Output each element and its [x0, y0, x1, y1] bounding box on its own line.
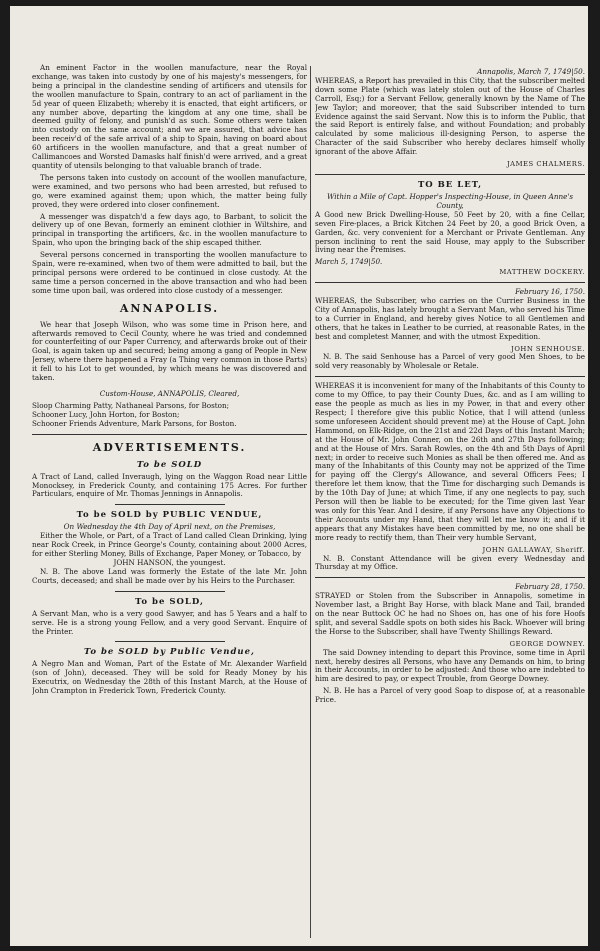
section-rule	[315, 376, 585, 377]
ad-text: A Negro Man and Woman, Part of the Estate of Mr. Alexander Warfield (son of John), deceased. They will be sold for Ready Money by his Executrix, on Wednesday the 28th of this Instant March, at the House of John Crampton in Frederick Town, Frederick County.	[32, 659, 307, 696]
section-rule	[315, 282, 585, 283]
ad-signature: MATTHEW DOCKERY.	[499, 268, 585, 277]
advertisements-heading: ADVERTISEMENTS.	[92, 440, 247, 454]
ad-text: WHEREAS, a Report has prevailed in this City, that the subscriber melted down some Plate (which was lately stolen out of the House of Charles Carroll, Esq;) for a Servant Fellow, generally known by the Name of The Jew Taylor; and moreover, that the said Subscriber intended to turn Evidence against the said Servant. Now this is to inform the Public, that the said Report is entirely false, and without Foundation; and probably calculated by some malicious ill-designing Person, to asperse the Character of the said Subscriber who hereby declares himself wholly ignorant of the above Affair.	[315, 75, 585, 157]
news-paragraph: Several persons concerned in transporting the woollen manufacture to Spain, were re-examined, when two of them were admitted to bail, but the principal persons were ordered to be continued in close custody. At the same time a person concerned in the above transaction and who had been some time upon bail, was ordered into close custody of a messenger.	[32, 250, 307, 295]
news-paragraph: An eminent Factor in the woollen manufacture, near the Royal exchange, was taken into custody by one of his majesty's messengers, for being a principal in the clandestine sending of artificers and utensils for the woollen manufacture to Spain, contrary to an act of parliament in the 5d year of queen Elizabeth; whereby it is enacted, that eight artificers, or any number above, departing the kingdom at any one time, shall be deemed guilty of felony, and punish'd as such. Some others were taken into custody on the same account; and we are assured, that advice has been receiv'd of the safe arrival of a ship to Spain, having on board about 60 artificers in the woollen manufacture, and that a great number of Callimancoes and Worsted Damasks half finish'd were arrived, and a great quantity of utensils belonging to that valuable branch of trade.	[32, 64, 307, 170]
ad-heading: To be SOLD	[136, 459, 203, 470]
annapolis-heading: ANNAPOLIS.	[119, 301, 220, 315]
ad-heading: To be SOLD by Public Vendue,	[84, 647, 255, 658]
newspaper-page	[10, 6, 588, 946]
ad-note: N. B. The above Land was formerly the Estate of the late Mr. John Courts, deceased; and shall be made over by his Heirs to the Purchaser.	[32, 566, 307, 585]
ad-note: N. B. He has a Parcel of very good Soap to dispose of, at a reasonable Price.	[315, 686, 585, 705]
ad-note: N. B. The said Senhouse has a Parcel of very good Men Shoes, to be sold very reasonably by Wholesale or Retale.	[315, 352, 585, 371]
column-divider	[310, 66, 311, 938]
right-column	[315, 68, 585, 940]
ad-signature: JAMES CHALMERS.	[506, 160, 585, 169]
ad-text: STRAYED or Stolen from the Subscriber in Annapolis, sometime in November last, a Bright Bay Horse, with black Mane and Tail, branded on the near Buttock OC he had no Shoes on, has one of his fore Hoofs split, and several Saddle spots on both sides his Back. Whoever will bring the Horse to the Subscriber, shall have Twenty Shillings Reward.	[315, 591, 585, 636]
ad-signature: JOHN SENHOUSE.	[511, 344, 585, 353]
ad-rule	[115, 504, 225, 505]
ad-subheading: Within a Mile of Capt. Hopper's Inspecting-House, in Queen Anne's County,	[326, 191, 574, 210]
customs-line: Sloop Charming Patty, Nathaneal Parsons, for Boston;	[32, 400, 230, 410]
ad-date: Annapolis, March 7, 1749|50.	[477, 68, 585, 76]
ad-signature: JOHN GALLAWAY, Sheriff.	[482, 545, 585, 554]
ad-signature: JOHN HANSON, the youngest.	[113, 557, 226, 567]
annapolis-text: We hear that Joseph Wilson, who was some time in Prison here, and afterwards removed to Cecil County, where he was tried and condemned for counterfeiting of our Paper Currency, and afterwards broke out of their Goal, is again taken up and secured; being among a gang of People in New Jersey, where there happened a Fray (a Thing very common in those Parts) it fell to his Lot to get wounded, by which means he was discovered and taken.	[32, 319, 307, 383]
section-rule	[315, 577, 585, 578]
news-paragraph: The persons taken into custody on account of the woollen manufacture, were examined, and two persons who had been arrested, but refused to go, were examined against them; upon which, the matter being fully proved, they were ordered into closer confinement.	[32, 172, 307, 209]
ad-date: March 5, 1749|50.	[315, 257, 383, 267]
customs-heading: Custom-House, ANNAPOLIS, Cleared,	[99, 389, 240, 398]
ad-heading: To be SOLD by PUBLIC VENDUE,	[76, 510, 263, 521]
ad-signature: GEORGE DOWNEY.	[509, 639, 585, 648]
customs-line: Schooner Lucy, John Horton, for Boston;	[32, 409, 180, 419]
ad-note: N. B. Constant Attendance will be given every Wednesday and Thursday at my Office.	[315, 553, 585, 572]
news-paragraph: A messenger was dispatch'd a few days ago, to Barbant, to solicit the delivery up of one Bevan, formerly an eminent clothier in Wiltshire, and principal in transporting the artificers, &c. in the woollen manufacture to Spain, who upon the bringing back of the ship escaped thither.	[32, 211, 307, 248]
section-rule	[315, 174, 585, 175]
ad-heading: To be SOLD,	[135, 596, 204, 607]
ad-subheading: On Wednesday the 4th Day of April next, on the Premises,	[63, 522, 276, 532]
ad-text: A Tract of Land, called Inveraugh, lying on the Waggon Road near Little Monocksey, in Frederick County, and containing 175 Acres. For further Particulars, enquire of Mr. Thomas Jennings in Annapolis.	[32, 471, 307, 499]
ad-rule	[115, 591, 225, 592]
section-rule	[32, 434, 307, 435]
ad-text: Either the Whole, or Part, of a Tract of Land called Clean Drinking, lying near Rock Creek, in Prince George's County, containing about 2000 Acres, for either Sterling Money, Bills of Exchange, Paper Money, or Tobacco, by	[32, 531, 307, 559]
ad-text: A Servant Man, who is a very good Sawyer, and has 5 Years and a half to serve. He is a strong young Fellow, and a very good Servant. Enquire of the Printer.	[32, 608, 307, 636]
ad-heading: TO BE LET,	[417, 179, 483, 190]
ad-text: The said Downey intending to depart this Province, some time in April next, hereby desires all Persons, who have any Demands on him, to bring in their Accounts, in order to be adjusted: And those who are indebted to him are desired to pay, or expect Trouble, from George Downey.	[315, 647, 585, 684]
ad-text: WHEREAS, the Subscriber, who carries on the Currier Business in the City of Annapolis, has lately brought a Servant Man, who served his Time to a Currier in England, and hereby gives Notice to all Gentlemen and others, that he takes in Leather to be curried, at reasonable Rates, in the best and completest Manner, and with the utmost Expedition.	[315, 296, 585, 341]
ad-date: February 16, 1750.	[515, 287, 585, 297]
ad-date: February 28, 1750.	[515, 582, 585, 592]
ad-rule	[115, 641, 225, 642]
ad-text: A Good new Brick Dwelling-House, 50 Feet by 20, with a fine Cellar, seven Fire-places, a Brick Kitchen 24 Feet by 20, a good Brick Oven, a Garden, &c. very convenient for a Merchant or Private Gentleman. Any person inclining to rent the said House, may apply to the Subscriber living near the Premises.	[315, 209, 585, 255]
left-column	[32, 64, 307, 940]
ad-text: WHEREAS it is inconvenient for many of the Inhabitants of this County to come to my Office, to pay their County Dues, &c. and as I am willing to ease the people as much as lies in my Power, in that and every other Respect; I therefore give this public Notice, that I will attend (unless some unforeseen Accident should prevent me) at the House of Capt. John Hammond, on Elk-Ridge, on the 21st and 22d Days of this Instant March; at the House of Mr. John Conner, on the 26th and 27th Days following; and at the House of Mrs. Sarah Rowles, on the 4th and 5th Days of April next; in order to receive such Monies as shall be then offered me. And as many of the Inhabitants of this County may not be apprized of the Time for paying off the Clergy's Allowance, and several Officers Fees; I therefore let them know, that the Time for discharging such Demands is by the 10th Day of June; at which Time, if any one neglects to pay, such Person will then be liable to be executed; for the Time given last Year was only for this Year. And I desire, if any Persons have any Objections to their Accounts under my Hand, that they will let me know it; and if it appears that any Mistakes have been committed by me, no one shall be more ready to rectify them, than Their very humble Servant,	[315, 381, 585, 542]
customs-line: Schooner Friends Adventure, Mark Parsons, for Boston.	[32, 418, 237, 428]
